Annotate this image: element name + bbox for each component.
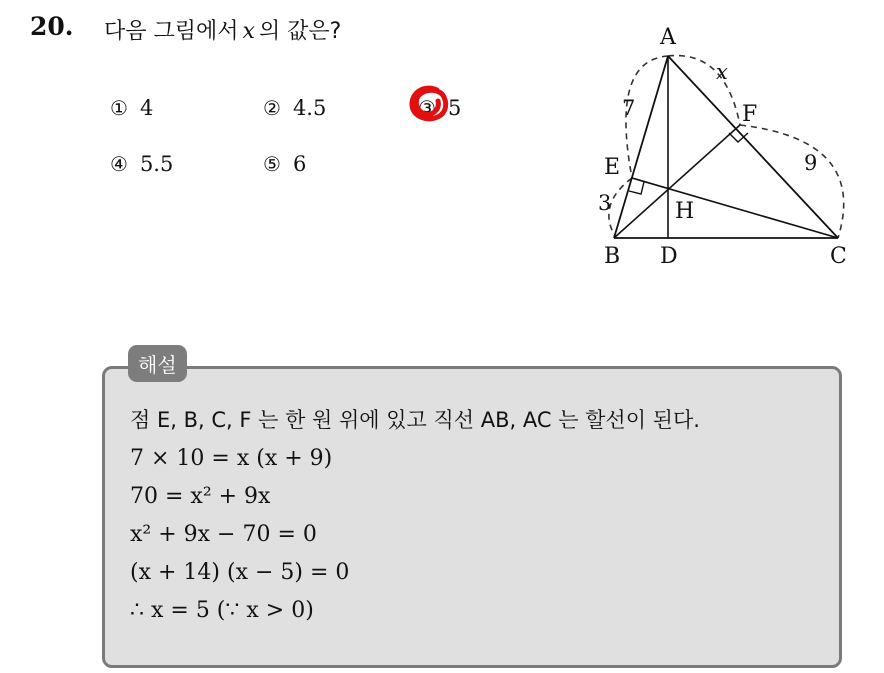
altitude-CE — [632, 178, 838, 238]
label-B: B — [604, 244, 621, 269]
choice-5[interactable] — [263, 152, 306, 176]
question-text-after: 의 값은? — [258, 19, 342, 44]
choice-4-value: 5.5 — [139, 152, 174, 176]
question-variable: x — [242, 19, 255, 44]
solution-line-2: 7 × 10 = x (x + 9) — [130, 446, 333, 471]
choice-4[interactable] — [110, 152, 173, 176]
choice-3-mark: ③ — [418, 96, 436, 120]
choice-3[interactable] — [418, 96, 461, 120]
length-AF: x — [716, 60, 728, 84]
choice-5-value: 6 — [292, 152, 307, 176]
label-D: D — [660, 244, 678, 269]
label-H: H — [675, 199, 695, 224]
choice-1-mark: ① — [110, 96, 128, 120]
choice-2[interactable] — [263, 96, 326, 120]
label-F: F — [742, 102, 758, 127]
solution-line-1: 점 E, B, C, F 는 한 원 위에 있고 직선 AB, AC 는 할선이 된다. — [130, 408, 700, 432]
solution-line-5: (x + 14) (x − 5) = 0 — [130, 560, 350, 585]
choice-2-value: 4.5 — [292, 96, 327, 120]
solution-line-3: 70 = x² + 9x — [130, 484, 271, 509]
side-AB — [614, 56, 668, 238]
length-EB: 3 — [598, 191, 612, 215]
right-angle-E — [629, 182, 644, 194]
choice-2-mark: ② — [263, 96, 281, 120]
length-FC: 9 — [804, 151, 818, 175]
solution-tag: 해설 — [128, 345, 187, 382]
geometry-figure — [590, 20, 870, 275]
arc-FC — [740, 125, 844, 238]
length-AE: 7 — [622, 96, 636, 120]
question-number: 20. — [30, 12, 74, 41]
arc-AF — [668, 56, 740, 125]
label-A: A — [660, 25, 676, 50]
solution-line-4: x² + 9x − 70 = 0 — [130, 522, 317, 547]
solution-line-6: ∴ x = 5 (∵ x > 0) — [130, 598, 314, 623]
label-C: C — [830, 244, 847, 269]
choice-1[interactable] — [110, 96, 153, 120]
choice-1-value: 4 — [139, 96, 154, 120]
choice-4-mark: ④ — [110, 152, 128, 176]
choice-3-value: 5 — [447, 96, 462, 120]
question-text — [104, 14, 341, 45]
choice-5-mark: ⑤ — [263, 152, 281, 176]
label-E: E — [604, 155, 621, 180]
question-text-before: 다음 그림에서 — [104, 19, 239, 44]
